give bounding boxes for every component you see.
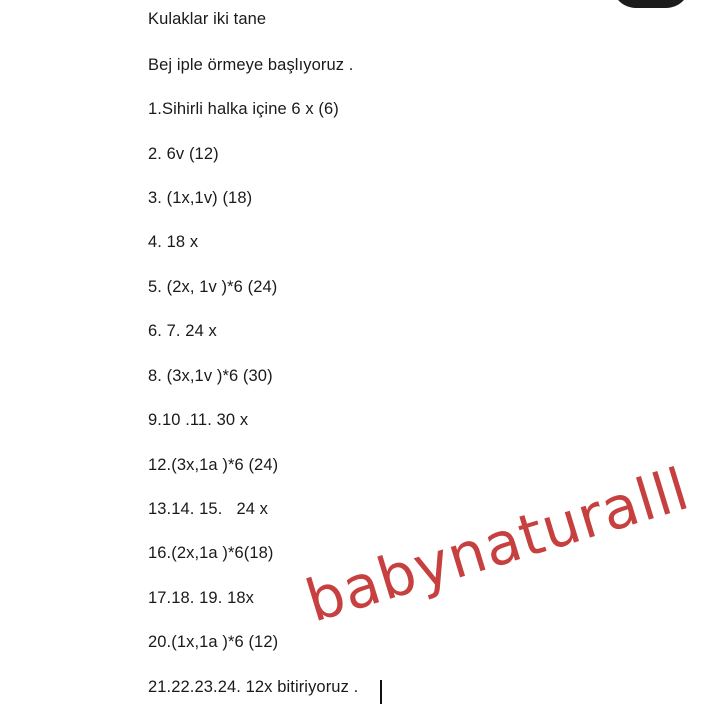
doc-line: 9.10 .11. 30 x [148,411,249,429]
doc-line: 1.Sihirli halka içine 6 x (6) [148,100,339,118]
doc-line: 8. (3x,1v )*6 (30) [148,367,273,385]
watermark-logo [298,454,700,670]
doc-line: 17.18. 19. 18x [148,589,254,607]
doc-line: Bej iple örmeye başlıyoruz . [148,56,354,74]
doc-line: 4. 18 x [148,233,199,251]
doc-line: 21.22.23.24. 12x bitiriyoruz . [148,678,359,696]
doc-line: 12.(3x,1a )*6 (24) [148,456,279,474]
doc-line: 5. (2x, 1v )*6 (24) [148,278,278,296]
corner-overlay [612,0,690,8]
doc-line: 13.14. 15. 24 x [148,500,269,518]
text-cursor [380,680,382,704]
doc-line: 2. 6v (12) [148,145,219,163]
watermark-text: babynaturalll [298,454,697,636]
doc-line: 16.(2x,1a )*6(18) [148,544,274,562]
doc-line: 20.(1x,1a )*6 (12) [148,633,279,651]
doc-line: Kulaklar iki tane [148,10,267,28]
doc-line: 3. (1x,1v) (18) [148,189,253,207]
doc-line: 6. 7. 24 x [148,322,217,340]
